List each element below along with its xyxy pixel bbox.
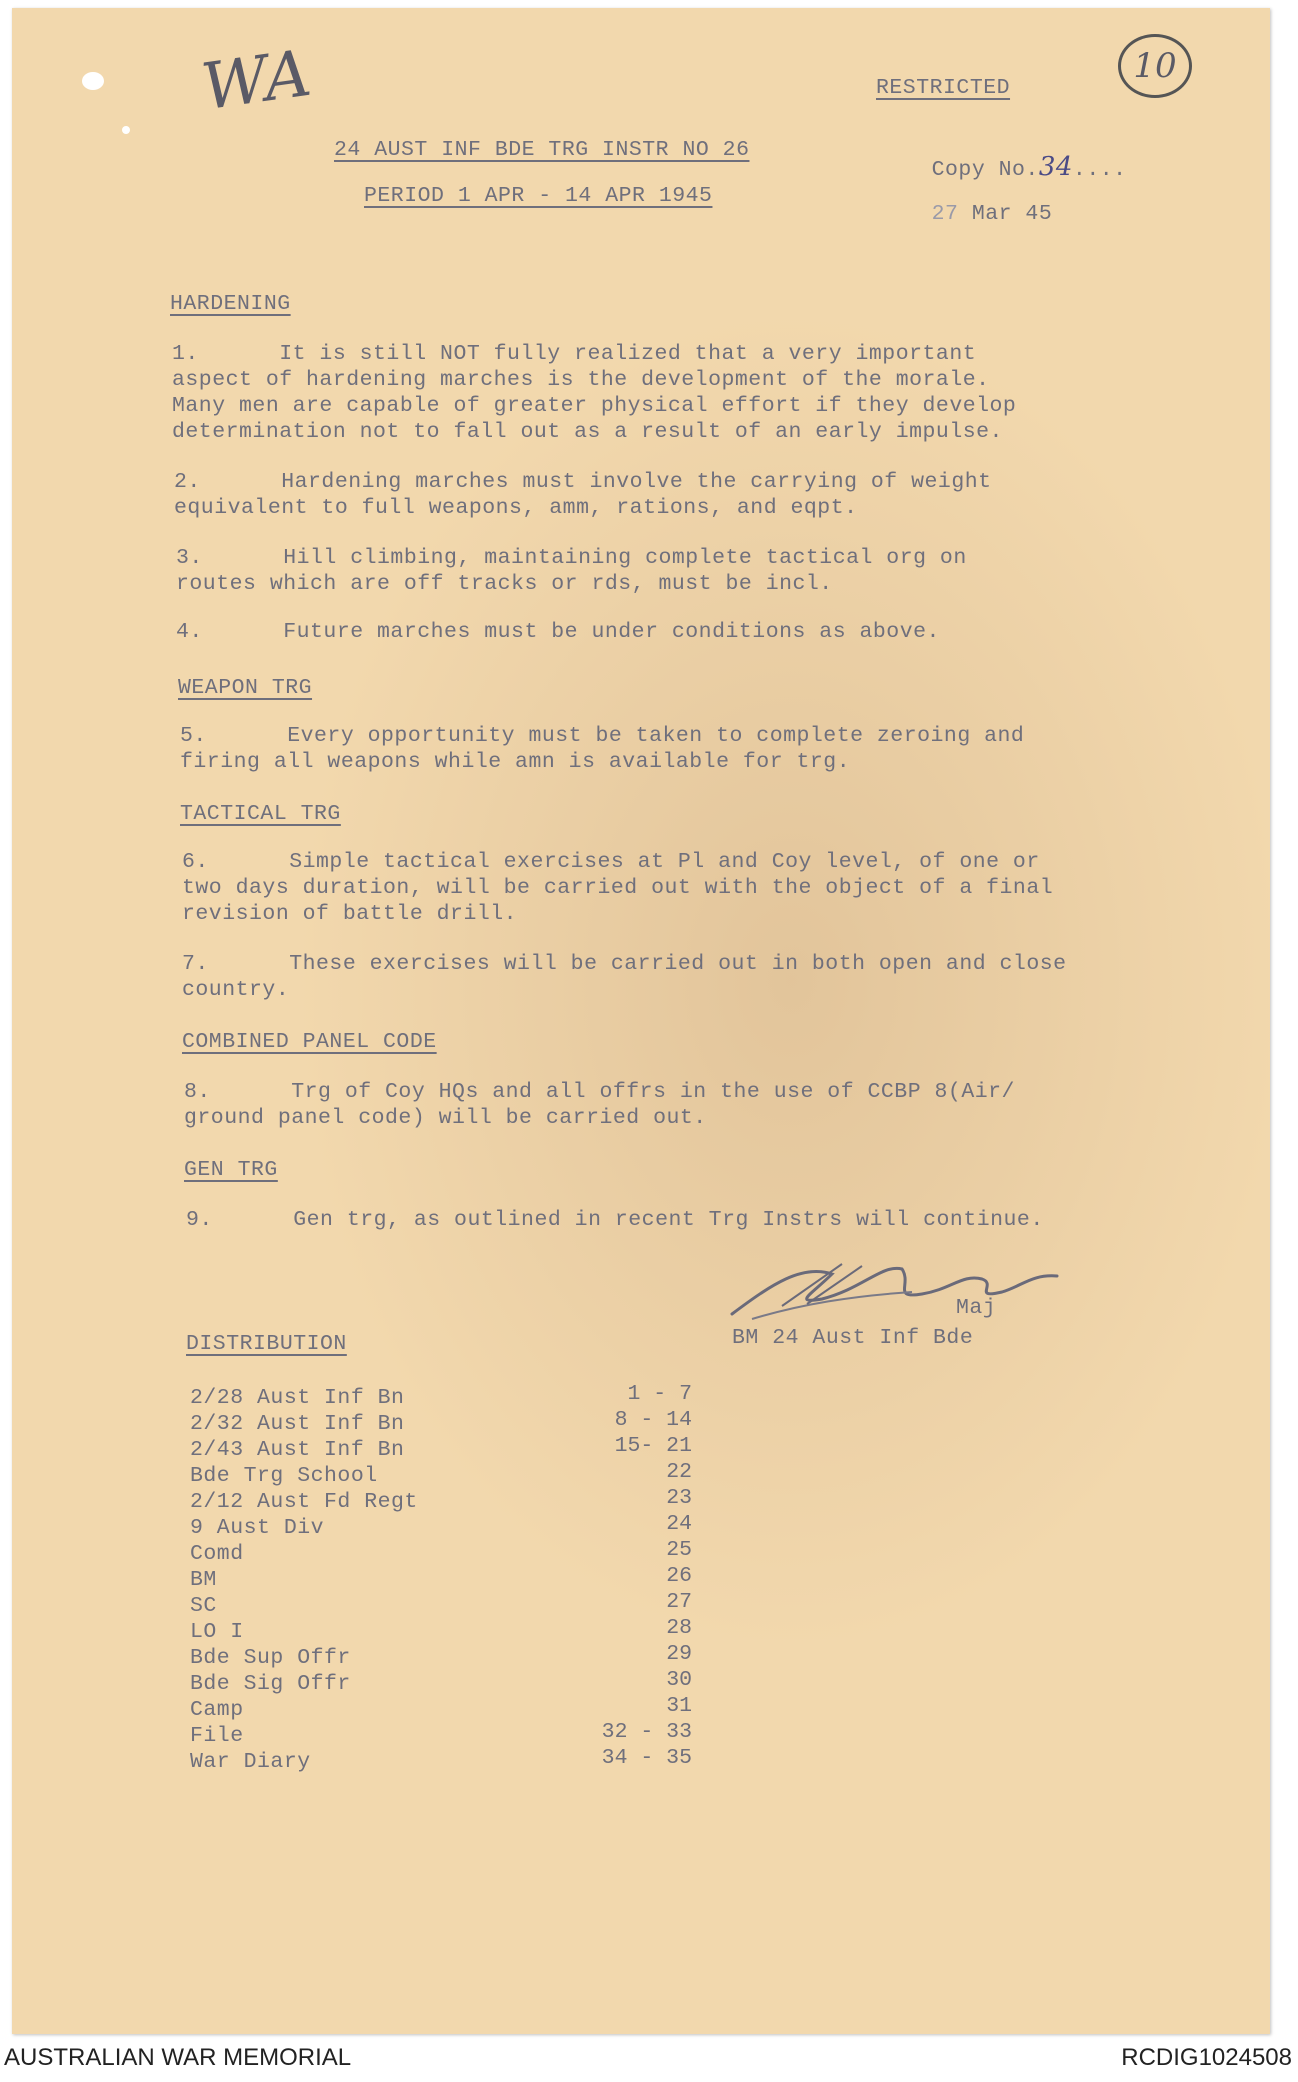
para-7-line-2: country. — [182, 978, 290, 1002]
para-8-line-2: ground panel code) will be carried out. — [184, 1106, 707, 1130]
folio-number: 10 — [1133, 46, 1177, 86]
section-heading-gen: GEN TRG — [184, 1158, 278, 1182]
distribution-copies: 30 — [666, 1668, 692, 1692]
para-1-line-2: aspect of hardening marches is the development of the morale. — [172, 368, 990, 392]
distribution-copies: 23 — [666, 1486, 692, 1510]
para-5-line-2: firing all weapons while amn is available for trg. — [180, 750, 851, 774]
distribution-copies: 34 - 35 — [601, 1746, 692, 1770]
distribution-unit: 2/43 Aust Inf Bn — [190, 1438, 405, 1462]
punch-hole — [82, 72, 104, 90]
para-1-line-3: Many men are capable of greater physical effort if they develop — [172, 394, 1017, 418]
distribution-unit: 2/12 Aust Fd Regt — [190, 1490, 418, 1514]
date-text: Mar 45 — [971, 201, 1053, 226]
para-9-line-1: 9. Gen trg, as outlined in recent Trg Instrs will continue. — [186, 1208, 1044, 1232]
distribution-copies: 32 - 33 — [601, 1720, 692, 1744]
para-6-line-2: two days duration, will be carried out with the object of a final — [182, 876, 1054, 900]
distribution-unit: Bde Sig Offr — [190, 1672, 351, 1696]
signature-scrawl — [712, 1244, 1072, 1334]
para-1-line-4: determination not to fall out as a result of an early impulse. — [172, 420, 1003, 444]
punch-hole-small — [122, 126, 130, 134]
distribution-unit: LO I — [190, 1620, 244, 1644]
distribution-unit: Bde Trg School — [190, 1464, 378, 1488]
copy-value: 34 — [1038, 151, 1073, 182]
distribution-copies: 29 — [666, 1642, 692, 1666]
para-6-line-3: revision of battle drill. — [182, 902, 518, 926]
footer-source: AUSTRALIAN WAR MEMORIAL — [4, 2044, 352, 2071]
copy-dots: .... — [1072, 157, 1127, 182]
distribution-unit: Camp — [190, 1698, 244, 1722]
document-period: PERIOD 1 APR - 14 APR 1945 — [364, 184, 713, 208]
distribution-copies: 1 - 7 — [627, 1382, 692, 1406]
distribution-unit: War Diary — [190, 1750, 311, 1774]
distribution-copies: 24 — [666, 1512, 692, 1536]
distribution-unit: SC — [190, 1594, 217, 1618]
para-2-line-1: 2. Hardening marches must involve the carrying of weight — [174, 470, 992, 494]
para-1-line-1: 1. It is still NOT fully realized that a very important — [172, 342, 977, 366]
distribution-unit: 2/28 Aust Inf Bn — [190, 1386, 405, 1410]
document-date — [878, 182, 1052, 247]
distribution-unit: Comd — [190, 1542, 244, 1566]
para-3-line-1: 3. Hill climbing, maintaining complete tactical org on — [176, 546, 967, 570]
para-6-line-1: 6. Simple tactical exercises at Pl and Coy level, of one or — [182, 850, 1040, 874]
date-day: 27 — [931, 201, 959, 226]
signature-title: BM 24 Aust Inf Bde — [732, 1326, 974, 1350]
handwritten-initials: WA — [197, 36, 316, 126]
distribution-copies: 27 — [666, 1590, 692, 1614]
distribution-copies: 25 — [666, 1538, 692, 1562]
para-2-line-2: equivalent to full weapons, amm, rations, and eqpt. — [174, 496, 858, 520]
section-heading-weapon: WEAPON TRG — [178, 676, 313, 700]
section-heading-tactical: TACTICAL TRG — [180, 802, 341, 826]
distribution-unit: 2/32 Aust Inf Bn — [190, 1412, 405, 1436]
para-7-line-1: 7. These exercises will be carried out in both open and close — [182, 952, 1067, 976]
distribution-unit: File — [190, 1724, 244, 1748]
copy-label: Copy No. — [931, 157, 1039, 182]
para-3-line-2: routes which are off tracks or rds, must be incl. — [176, 572, 833, 596]
folio-circle — [1118, 34, 1192, 98]
footer-reference: RCDIG1024508 — [1121, 2044, 1292, 2071]
document-title: 24 AUST INF BDE TRG INSTR NO 26 — [334, 138, 750, 162]
section-heading-combined: COMBINED PANEL CODE — [182, 1030, 437, 1054]
para-8-line-1: 8. Trg of Coy HQs and all offrs in the use of CCBP 8(Air/ — [184, 1080, 1015, 1104]
classification: RESTRICTED — [876, 76, 1011, 100]
signature-rank: Maj — [956, 1296, 997, 1320]
distribution-copies: 15- 21 — [614, 1434, 692, 1458]
distribution-copies: 28 — [666, 1616, 692, 1640]
distribution-copies: 26 — [666, 1564, 692, 1588]
distribution-copies: 22 — [666, 1460, 692, 1484]
para-4-line-1: 4. Future marches must be under conditions as above. — [176, 620, 940, 644]
distribution-unit: BM — [190, 1568, 217, 1592]
para-5-line-1: 5. Every opportunity must be taken to complete zeroing and — [180, 724, 1025, 748]
distribution-unit: Bde Sup Offr — [190, 1646, 351, 1670]
distribution-heading: DISTRIBUTION — [186, 1332, 347, 1356]
distribution-copies: 8 - 14 — [614, 1408, 692, 1432]
distribution-unit: 9 Aust Div — [190, 1516, 325, 1540]
document-page — [12, 8, 1270, 2034]
section-heading-hardening: HARDENING — [170, 292, 291, 316]
distribution-copies: 31 — [666, 1694, 692, 1718]
